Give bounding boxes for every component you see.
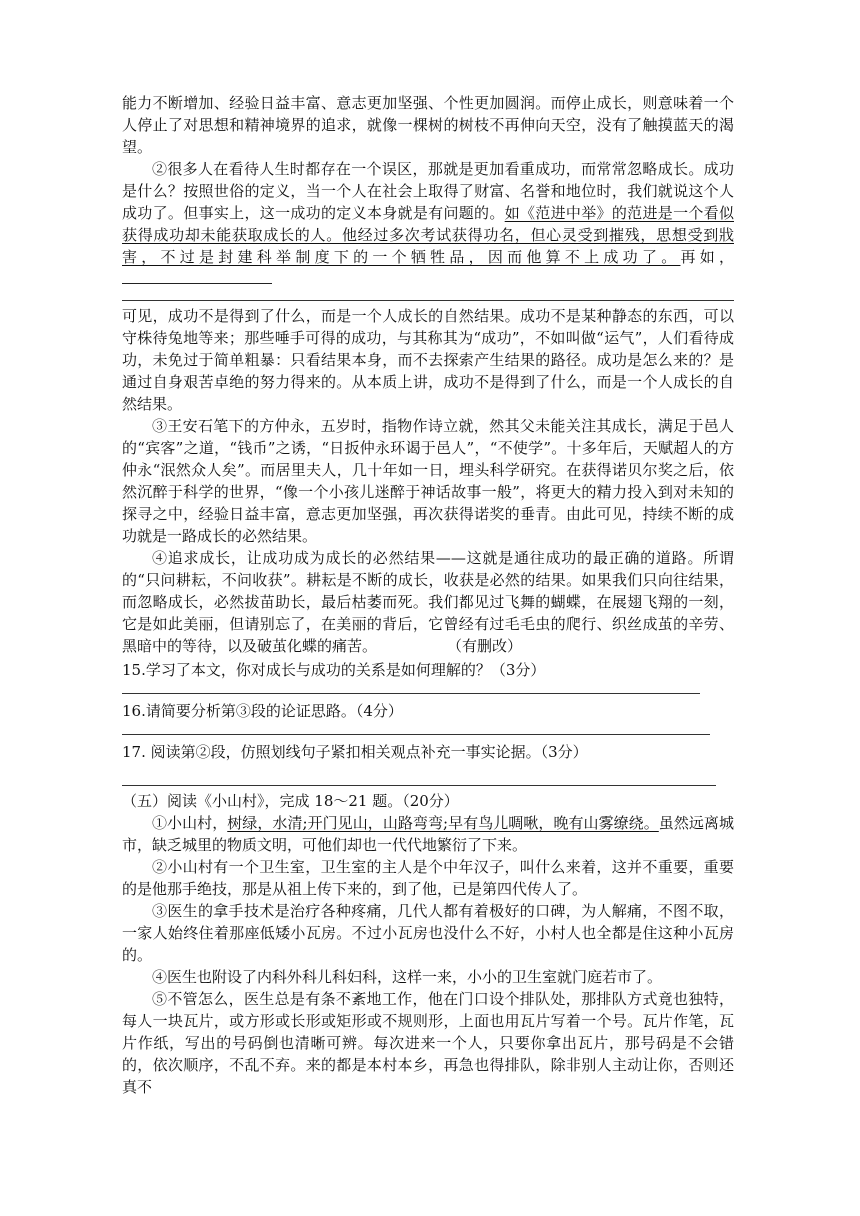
answer-line-15[interactable] xyxy=(122,681,700,694)
story-paragraph-2: ②小山村有一个卫生室，卫生室的主人是个中年汉子，叫什么来着，这并不重要，重要的是他那手绝技，那是从祖上传下来的，到了他，已是第四代传人了。 xyxy=(122,858,734,898)
question-17: 17. 阅读第②段，仿照划线句子紧扣相关观点补充一事实论据。（3分） xyxy=(122,743,588,761)
story-paragraph-3: ③医生的拿手技术是治疗各种疼痛，几代人都有着极好的口碑，为人解痛，不图不取，一家人始终住着那座低矮小瓦房。不过小瓦房也没什么不好，小村人也全都是住这种小瓦房的。 xyxy=(122,902,734,964)
section-5-title: （五）阅读《小山村》，完成 18～21 题。（20分） xyxy=(122,792,459,810)
paragraph-intro: 能力不断增加、经验日益丰富、意志更加坚强、个性更加圆润。而停止成长，则意味着一个人停止了对思想和精神境界的追求，就像一棵树的树枝不再伸向天空，没有了触摸蓝天的渴望。 xyxy=(122,94,734,156)
paragraph-2-end: 可见，成功不是得到了什么，而是一个人成长的自然结果。成功不是某种静态的东西，可以守株待兔地等来；那些唾手可得的成功，与其称其为“成功”，不如叫做“运气”，人们看待成功，未免过于简单粗暴：只看结果本身，而不去探索产生结果的路径。成功是怎么来的？是通过自身艰苦卓绝的努力得来的。从本质上讲，成功不是得到了什么，而是一个人成长的自然结果。 xyxy=(122,307,734,413)
question-15: 15.学习了本文，你对成长与成功的关系是如何理解的？（3分） xyxy=(122,661,546,679)
story-paragraph-5: ⑤不管怎么，医生总是有条不紊地工作，他在门口设个排队处，那排队方式竟也独特，每人一块瓦片，或方形或长形或矩形或不规则形，上面也用瓦片写着一个号。瓦片作笔，瓦片作纸，写出的号码倒也清晰可辨。每次进来一个人，只要你拿出瓦片，那号码是不会错的，依次顺序，不乱不弃。来的都是本村本乡，再急也得排队，除非别人主动让你，否则还真不 xyxy=(122,990,734,1096)
story-paragraph-4: ④医生也附设了内科外科儿科妇科，这样一来，小小的卫生室就门庭若市了。 xyxy=(152,968,663,986)
edit-note: （有删改） xyxy=(447,637,523,655)
paragraph-4 xyxy=(122,547,734,657)
answer-line-16[interactable] xyxy=(122,722,710,735)
paragraph-3: ③王安石笔下的方仲永，五岁时，指物作诗立就，然其父未能关注其成长，满足于邑人的“宾客”之道，“钱币”之诱，“日扳仲永环谒于邑人”，“不使学”。十多年后，天赋超人的方仲永“泯然众人矣”。而居里夫人，几十年如一日，埋头科学研究。在获得诺贝尔奖之后，依然沉醉于科学的世界，“像一个小孩儿迷醉于神话故事一般”，将更大的精力投入到对未知的探寻之中，经验日益丰富，意志更加坚强，再次获得诺奖的垂青。由此可见，持续不断的成功就是一路成长的必然结果。 xyxy=(122,417,734,545)
question-16: 16.请简要分析第③段的论证思路。（4分） xyxy=(122,702,403,720)
document-page xyxy=(122,92,734,1098)
answer-line-17[interactable] xyxy=(122,773,716,786)
paragraph-4-text: ④追求成长，让成功成为成长的必然结果——这就是通往成功的最正确的道路。所谓的“只问耕耘，不问收获”。耕耘是不断的成长，收获是必然的结果。如果我们只向往结果，而忽略成长，必然拔苗助长，最后枯萎而死。我们都见过飞舞的蝴蝶，在展翅飞翔的一刻，它是如此美丽，但请别忘了，在美丽的背后，它曾经有过毛毛虫的爬行、织丝成茧的辛劳、黑暗中的等待，以及破茧化蝶的痛苦。 xyxy=(122,549,734,655)
story-paragraph-1 xyxy=(122,812,734,856)
underlined-sentence: 如《范进中举》的范进是一个看似获得成功却未能获取成长的人。他经过多次考试获得功名，但心灵受到摧残，思想受到戕害，不过是封建科举制度下的一个牺牲品，因而他算不上成功了。 xyxy=(122,204,734,266)
paragraph-2-again: 再如， xyxy=(680,248,734,266)
fill-blank[interactable] xyxy=(122,269,272,284)
underlined-description: 树绿，水清;开门见山，山路弯弯;早有鸟儿啁啾，晚有山雾缭绕。 xyxy=(227,814,659,832)
story-paragraph-1-start: ①小山村， xyxy=(152,814,228,832)
paragraph-2-text: ②很多人在看待人生时都存在一个误区，那就是更加看重成功，而常常忽略成长。成功是什么？按照世俗的定义，当一个人在社会上取得了财富、名誉和地位时，我们就说这个人成功了。但事实上，这一成功的定义本身就是有问题的。 xyxy=(122,160,734,222)
paragraph-2 xyxy=(122,158,734,290)
story-paragraph-1-end: 虽然远离城市，缺乏城里的物质文明，可他们却也一代代地繁衍了下来。 xyxy=(122,814,734,854)
fill-blank-line[interactable] xyxy=(122,290,734,301)
